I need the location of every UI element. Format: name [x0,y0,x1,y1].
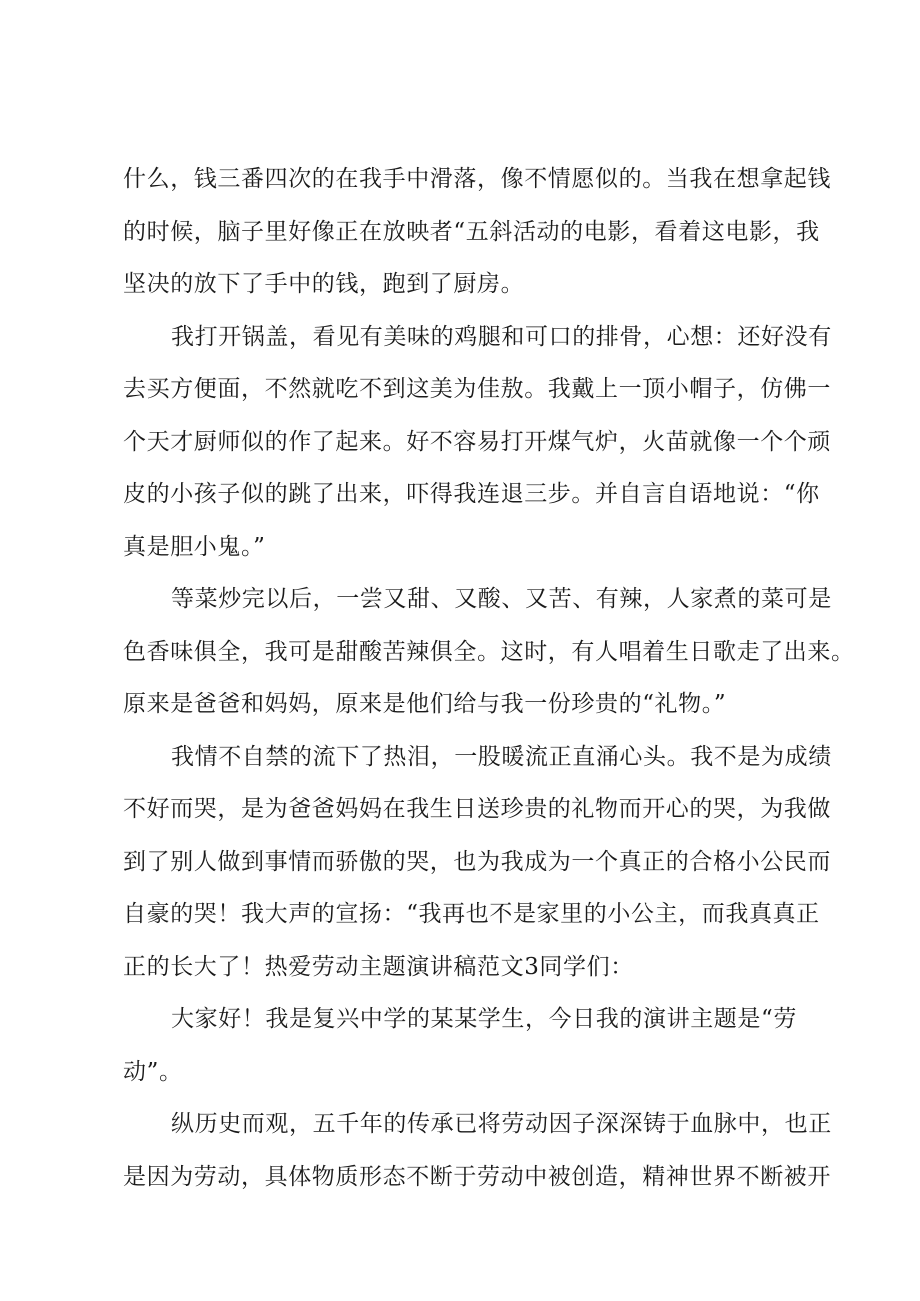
text-line-19: 纵历史而观，五千年的传承已将劳动因子深深铸于血脉中，也正 [171,1111,832,1137]
text-line-2: 的时候，脑子里好像正在放映者“五斜活动的电影，看着这电影，我 [123,219,820,245]
text-line-10: 色香味俱全，我可是甜酸苦辣俱全。这时，有人唱着生日歌走了出来。 [123,639,855,665]
text-line-9: 等菜炒完以后，一尝又甜、又酸、又苦、有辣，人家煮的菜可是 [171,586,832,612]
text-line-20: 是因为劳动，具体物质形态不断于劳动中被创造，精神世界不断被开 [123,1164,831,1190]
text-line-5: 去买方便面，不然就吃不到这美为佳敖。我戴上一顶小帽子，仿佛一 [123,376,831,402]
text-line-6: 个天才厨师似的作了起来。好不容易打开煤气炉，火苗就像一个个顽 [123,429,831,455]
text-line-17: 大家好！我是复兴中学的某某学生，今日我的演讲主题是“劳 [171,1006,797,1032]
text-line-3: 坚决的放下了手中的钱，跑到了厨房。 [123,271,525,297]
text-line-11: 原来是爸爸和妈妈，原来是他们给与我一份珍贵的“礼物。” [123,691,727,717]
text-line-16: 正的长大了！热爱劳动主题演讲稿范文3同学们： [123,954,634,980]
text-line-12: 我情不自禁的流下了热泪，一股暖流正直涌心头。我不是为成绩 [171,744,832,770]
text-line-14: 到了别人做到事情而骄傲的哭，也为我成为一个真正的合格小公民而 [123,849,831,875]
text-line-4: 我打开锅盖，看见有美味的鸡腿和可口的排骨，心想：还好没有 [171,324,832,350]
text-line-1: 什么，钱三番四次的在我手中滑落，像不情愿似的。当我在想拿起钱 [123,166,831,192]
text-line-15: 自豪的哭！我大声的宣扬：“我再也不是家里的小公主，而我真真正 [123,901,820,927]
text-line-18: 动”。 [123,1059,183,1085]
text-line-7: 皮的小孩子似的跳了出来，吓得我连退三步。并自言自语地说：“你 [123,481,820,507]
text-line-8: 真是胆小鬼。” [123,534,266,560]
text-line-13: 不好而哭，是为爸爸妈妈在我生日送珍贵的礼物而开心的哭，为我做 [123,796,831,822]
